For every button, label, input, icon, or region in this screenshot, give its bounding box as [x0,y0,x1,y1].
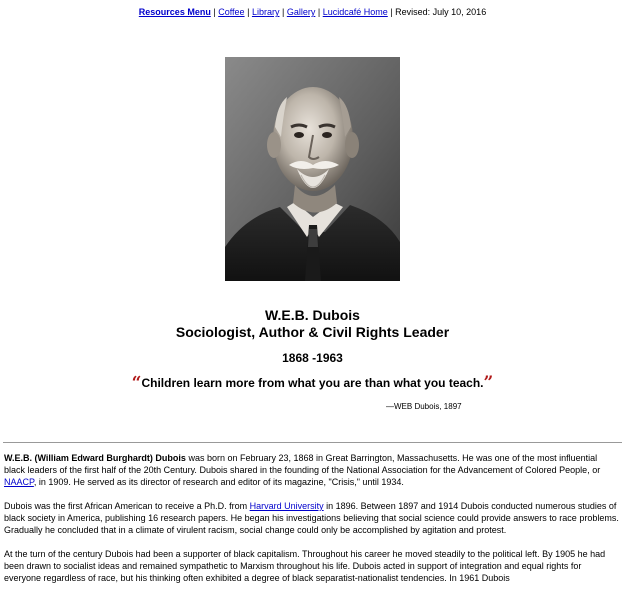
portrait-image [225,57,400,281]
harvard-university-link[interactable]: Harvard University [249,501,324,511]
nav-link-lucidcafe-home[interactable]: Lucidcafé Home [322,7,388,17]
horizontal-divider [3,442,622,443]
nav-separator: | [390,7,393,17]
bio-text: was born on February 23, 1868 in Great Barrington, Massachusetts. He was one of the most influential black leaders of the first half of the 20th Century. Dubois shared in the founding of the National Association for the Advancement of Colored People, or [4,453,601,475]
nav-separator: | [247,7,250,17]
person-role: Sociologist, Author & Civil Rights Leader [175,324,450,340]
revised-date: Revised: July 10, 2016 [395,7,487,17]
biography [4,452,620,596]
bio-full-name: W.E.B. (William Edward Burghardt) Dubois [4,453,186,463]
nav-separator: | [281,7,285,17]
person-name: W.E.B. Dubois [265,307,360,323]
quote-attribution: —WEB Dubois, 1897 [386,402,462,411]
bio-text: , in 1909. He served as its director of research and editor of its magazine, "Crisis," until 1934. [33,477,404,487]
nav-link-library[interactable]: Library [251,7,280,17]
bio-paragraph-1 [4,452,620,488]
nav-link-resources-menu[interactable]: Resources Menu [138,7,211,17]
top-nav [0,6,625,18]
life-years: 1868 -1963 [282,351,343,365]
naacp-link[interactable]: NAACP [4,477,34,487]
nav-separator: | [213,7,216,17]
title-block [0,307,625,341]
quote-text: Children learn more from what you are than what you teach. [141,376,484,390]
open-quote-mark: “ [131,373,142,393]
bio-paragraph-2 [4,500,620,536]
nav-separator: | [317,7,321,17]
nav-link-coffee[interactable]: Coffee [218,7,245,17]
bio-paragraph-3: At the turn of the century Dubois had been a supporter of black capitalism. Throughout his career he moved steadily to the political left. By 1905 he had been drawn to socialist ideas and remained sympathetic to Marxism throughout his life. Dubois acted in support of integration and equal rights for everyone regardless of race, but his thinking often exhibited a degree of black separatist-nationalist tendencies. In 1961 Dubois [4,549,606,583]
quote [0,374,625,392]
close-quote-mark: ” [483,373,494,393]
portrait-photo [225,57,400,281]
bio-text: Dubois was the first African American to receive a Ph.D. from [4,501,250,511]
bio-text: in 1896. Between 1897 and 1914 Dubois conducted numerous studies of black society in America, publishing 16 research papers. He began his investigations believing that social science could provide answers to race problems. Gradually he concluded that in a climate of virulent racism, social change could only be accomplished by agitation and protest. [4,501,619,535]
nav-link-gallery[interactable]: Gallery [286,7,316,17]
